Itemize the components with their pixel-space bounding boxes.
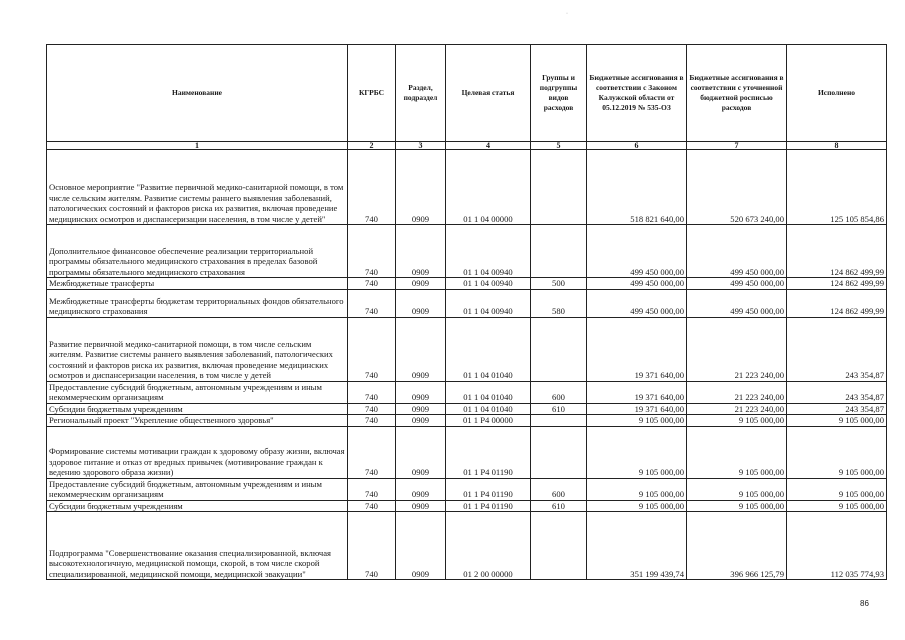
row-refined: 499 450 000,00 bbox=[687, 278, 787, 290]
column-number: 5 bbox=[531, 142, 587, 150]
budget-table-sheet bbox=[46, 44, 886, 580]
row-target: 01 1 04 00940 bbox=[446, 225, 531, 278]
row-group: 610 bbox=[531, 403, 587, 415]
table-row bbox=[47, 278, 887, 290]
row-refined: 499 450 000,00 bbox=[687, 225, 787, 278]
column-number: 8 bbox=[787, 142, 887, 150]
row-group bbox=[531, 225, 587, 278]
row-name: Развитие первичной медико-санитарной помощи, в том числе сельским жителям. Развитие системы раннего выявления заболеваний, патологических состояний и факторов риска их развития, включая проведение медицинских осмотров и диспансеризации населения, в том числе у детей bbox=[47, 317, 348, 381]
row-section: 0909 bbox=[396, 478, 446, 500]
row-refined: 9 105 000,00 bbox=[687, 500, 787, 512]
row-krbs: 740 bbox=[348, 512, 396, 580]
column-number: 1 bbox=[47, 142, 348, 150]
row-section: 0909 bbox=[396, 278, 446, 290]
row-krbs: 740 bbox=[348, 150, 396, 225]
table-row bbox=[47, 478, 887, 500]
row-law: 351 199 439,74 bbox=[587, 512, 687, 580]
row-target: 01 1 04 01040 bbox=[446, 317, 531, 381]
row-refined: 396 966 125,79 bbox=[687, 512, 787, 580]
row-executed: 9 105 000,00 bbox=[787, 426, 887, 478]
row-group bbox=[531, 512, 587, 580]
row-target: 01 1 P4 00000 bbox=[446, 415, 531, 427]
row-group bbox=[531, 415, 587, 427]
row-krbs: 740 bbox=[348, 289, 396, 317]
table-row bbox=[47, 512, 887, 580]
row-executed: 9 105 000,00 bbox=[787, 415, 887, 427]
row-group: 600 bbox=[531, 381, 587, 403]
row-law: 19 371 640,00 bbox=[587, 381, 687, 403]
row-executed: 125 105 854,86 bbox=[787, 150, 887, 225]
row-law: 9 105 000,00 bbox=[587, 500, 687, 512]
row-target: 01 1 04 00000 bbox=[446, 150, 531, 225]
table-row bbox=[47, 317, 887, 381]
row-name: Межбюджетные трансферты бюджетам территориальных фондов обязательного медицинского страхования bbox=[47, 289, 348, 317]
row-refined: 9 105 000,00 bbox=[687, 478, 787, 500]
table-row bbox=[47, 403, 887, 415]
row-krbs: 740 bbox=[348, 500, 396, 512]
row-law: 499 450 000,00 bbox=[587, 225, 687, 278]
row-name: Дополнительное финансовое обеспечение реализации территориальной программы обязательного медицинского страхования в пределах базовой программы обязательного медицинского страхования bbox=[47, 225, 348, 278]
row-refined: 499 450 000,00 bbox=[687, 289, 787, 317]
row-law: 499 450 000,00 bbox=[587, 278, 687, 290]
row-target: 01 1 04 01040 bbox=[446, 403, 531, 415]
row-group bbox=[531, 426, 587, 478]
row-krbs: 740 bbox=[348, 478, 396, 500]
row-name: Формирование системы мотивации граждан к здоровому образу жизни, включая здоровое питание и отказ от вредных привычек (мотивирование граждан к ведению здорового образа жизни) bbox=[47, 426, 348, 478]
row-group: 600 bbox=[531, 478, 587, 500]
row-target: 01 1 P4 01190 bbox=[446, 426, 531, 478]
column-number: 7 bbox=[687, 142, 787, 150]
table-row bbox=[47, 426, 887, 478]
row-target: 01 1 04 01040 bbox=[446, 381, 531, 403]
row-executed: 243 354,87 bbox=[787, 317, 887, 381]
row-section: 0909 bbox=[396, 415, 446, 427]
row-krbs: 740 bbox=[348, 415, 396, 427]
row-section: 0909 bbox=[396, 512, 446, 580]
table-row bbox=[47, 500, 887, 512]
row-refined: 9 105 000,00 bbox=[687, 415, 787, 427]
row-name: Межбюджетные трансферты bbox=[47, 278, 348, 290]
row-law: 518 821 640,00 bbox=[587, 150, 687, 225]
row-target: 01 1 P4 01190 bbox=[446, 478, 531, 500]
header-refined: Бюджетные ассигнования в соответствии с уточненной бюджетной росписью расходов bbox=[687, 45, 787, 142]
row-krbs: 740 bbox=[348, 403, 396, 415]
row-executed: 243 354,87 bbox=[787, 381, 887, 403]
row-target: 01 2 00 00000 bbox=[446, 512, 531, 580]
row-executed: 124 862 499,99 bbox=[787, 225, 887, 278]
row-group bbox=[531, 150, 587, 225]
row-section: 0909 bbox=[396, 500, 446, 512]
row-executed: 124 862 499,99 bbox=[787, 278, 887, 290]
row-section: 0909 bbox=[396, 225, 446, 278]
header-row bbox=[47, 45, 887, 142]
row-group: 500 bbox=[531, 278, 587, 290]
scan-speck: · bbox=[566, 11, 568, 17]
row-name: Предоставление субсидий бюджетным, автономным учреждениям и иным некоммерческим организациям bbox=[47, 478, 348, 500]
row-name: Субсидии бюджетным учреждениям bbox=[47, 500, 348, 512]
row-executed: 9 105 000,00 bbox=[787, 478, 887, 500]
row-law: 19 371 640,00 bbox=[587, 403, 687, 415]
row-law: 9 105 000,00 bbox=[587, 426, 687, 478]
row-group: 580 bbox=[531, 289, 587, 317]
row-law: 499 450 000,00 bbox=[587, 289, 687, 317]
header-executed: Исполнено bbox=[787, 45, 887, 142]
row-krbs: 740 bbox=[348, 278, 396, 290]
column-number: 6 bbox=[587, 142, 687, 150]
row-law: 19 371 640,00 bbox=[587, 317, 687, 381]
table-row bbox=[47, 225, 887, 278]
row-target: 01 1 04 00940 bbox=[446, 278, 531, 290]
table-row bbox=[47, 289, 887, 317]
row-target: 01 1 P4 01190 bbox=[446, 500, 531, 512]
row-krbs: 740 bbox=[348, 225, 396, 278]
table-row bbox=[47, 415, 887, 427]
row-executed: 9 105 000,00 bbox=[787, 500, 887, 512]
row-executed: 243 354,87 bbox=[787, 403, 887, 415]
header-target: Целевая статья bbox=[446, 45, 531, 142]
column-number: 3 bbox=[396, 142, 446, 150]
row-law: 9 105 000,00 bbox=[587, 415, 687, 427]
row-section: 0909 bbox=[396, 381, 446, 403]
row-name: Основное мероприятие "Развитие первичной медико-санитарной помощи, в том числе сельским жителям. Развитие системы раннего выявления заболеваний, патологических состояний и факторов риска их развития, включая проведение медицинских осмотров и диспансеризации населения, в том числе у детей" bbox=[47, 150, 348, 225]
row-section: 0909 bbox=[396, 403, 446, 415]
row-section: 0909 bbox=[396, 150, 446, 225]
row-executed: 112 035 774,93 bbox=[787, 512, 887, 580]
row-law: 9 105 000,00 bbox=[587, 478, 687, 500]
column-number: 2 bbox=[348, 142, 396, 150]
page-number: 86 bbox=[860, 599, 869, 608]
row-krbs: 740 bbox=[348, 317, 396, 381]
row-refined: 21 223 240,00 bbox=[687, 317, 787, 381]
row-group: 610 bbox=[531, 500, 587, 512]
row-target: 01 1 04 00940 bbox=[446, 289, 531, 317]
row-refined: 21 223 240,00 bbox=[687, 381, 787, 403]
header-groups: Группы и подгруппы видов расходов bbox=[531, 45, 587, 142]
row-name: Подпрограмма "Совершенствование оказания специализированной, включая высокотехнологичную, медицинской помощи, скорой, в том числе скорой специализированной, медицинской помощи, медицинской эвакуации" bbox=[47, 512, 348, 580]
row-refined: 520 673 240,00 bbox=[687, 150, 787, 225]
row-name: Субсидии бюджетным учреждениям bbox=[47, 403, 348, 415]
row-section: 0909 bbox=[396, 426, 446, 478]
row-section: 0909 bbox=[396, 289, 446, 317]
header-krbs: КГРБС bbox=[348, 45, 396, 142]
row-section: 0909 bbox=[396, 317, 446, 381]
table-row bbox=[47, 150, 887, 225]
column-number-row bbox=[47, 142, 887, 150]
header-name: Наименование bbox=[47, 45, 348, 142]
budget-table bbox=[46, 44, 887, 580]
header-section: Раздел, подраздел bbox=[396, 45, 446, 142]
row-krbs: 740 bbox=[348, 381, 396, 403]
row-refined: 21 223 240,00 bbox=[687, 403, 787, 415]
row-name: Региональный проект "Укрепление общественного здоровья" bbox=[47, 415, 348, 427]
table-row bbox=[47, 381, 887, 403]
row-executed: 124 862 499,99 bbox=[787, 289, 887, 317]
row-name: Предоставление субсидий бюджетным, автономным учреждениям и иным некоммерческим организациям bbox=[47, 381, 348, 403]
column-number: 4 bbox=[446, 142, 531, 150]
header-law: Бюджетные ассигнования в соответствии с Законом Калужской области от 05.12.2019 № 535-ОЗ bbox=[587, 45, 687, 142]
row-krbs: 740 bbox=[348, 426, 396, 478]
row-group bbox=[531, 317, 587, 381]
row-refined: 9 105 000,00 bbox=[687, 426, 787, 478]
